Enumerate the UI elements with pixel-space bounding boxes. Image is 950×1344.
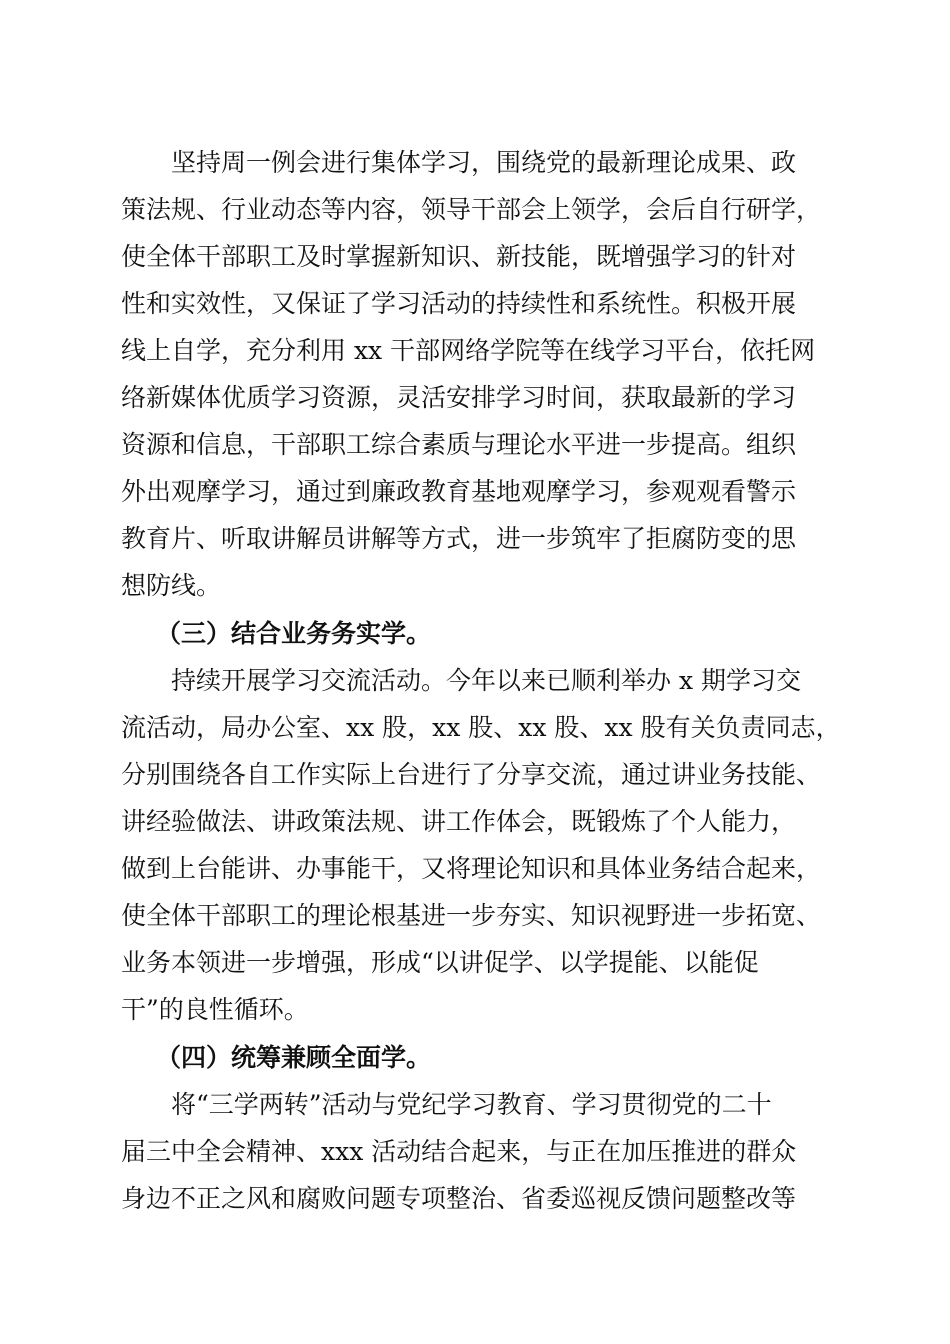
paragraph-line	[0, 1175, 950, 1223]
paragraph-line	[0, 562, 950, 610]
section-heading	[0, 610, 950, 658]
paragraph-line	[0, 657, 950, 705]
paragraph-line	[0, 845, 950, 893]
text: 想防线。	[121, 571, 222, 600]
paragraph-line	[0, 515, 950, 563]
text: 坚持周一例会进行集体学习，围绕党的最新理论成果、政	[171, 148, 797, 177]
section-heading	[0, 1034, 950, 1082]
text: 教育片、听取讲解员讲解等方式，进一步筑牢了拒腐防变的思	[121, 524, 797, 553]
paragraph-line	[0, 986, 950, 1034]
paragraph-line	[0, 939, 950, 987]
text: 资源和信息，干部职工综合素质与理论水平进一步提高。组织	[121, 430, 797, 459]
text: 做到上台能讲、办事能干，又将理论知识和具体业务结合起来，	[121, 854, 822, 883]
text: 使全体干部职工及时掌握新知识、新技能，既增强学习的针对	[121, 242, 797, 271]
paragraph-line	[0, 280, 950, 328]
paragraph-line	[0, 1081, 950, 1129]
paragraph-line	[0, 233, 950, 281]
paragraph-line	[0, 374, 950, 422]
paragraph-line	[0, 751, 950, 799]
text: 性和实效性，又保证了学习活动的持续性和系统性。积极开展	[121, 289, 797, 318]
paragraph-line	[0, 1128, 950, 1176]
paragraph-line	[0, 468, 950, 516]
paragraph-line	[0, 327, 950, 375]
text: 外出观摩学习，通过到廉政教育基地观摩学习，参观观看警示	[121, 477, 797, 506]
heading-text: （四）统筹兼顾全面学。	[156, 1043, 432, 1072]
text: 线上自学，充分利用 xx 干部网络学院等在线学习平台，依托网	[121, 336, 816, 365]
text: 策法规、行业动态等内容，领导干部会上领学，会后自行研学，	[121, 195, 822, 224]
text: 流活动，局办公室、xx 股，xx 股、xx 股、xx 股有关负责同志，	[121, 713, 841, 742]
paragraph-line	[0, 421, 950, 469]
heading-text: （三）结合业务务实学。	[156, 619, 432, 648]
paragraph-line	[0, 892, 950, 940]
paragraph-line	[0, 798, 950, 846]
text: 讲经验做法、讲政策法规、讲工作体会，既锻炼了个人能力，	[121, 807, 797, 836]
text: 使全体干部职工的理论根基进一步夯实、知识视野进一步拓宽、	[121, 901, 822, 930]
text: 持续开展学习交流活动。今年以来已顺利举办 x 期学习交	[171, 666, 801, 695]
paragraph-line	[0, 704, 950, 752]
text: 业务本领进一步增强，形成“以讲促学、以学提能、以能促	[121, 948, 759, 977]
text: 届三中全会精神、xxx 活动结合起来，与正在加压推进的群众	[121, 1137, 797, 1166]
text: 将“三学两转”活动与党纪学习教育、学习贯彻党的二十	[171, 1090, 772, 1119]
paragraph-line	[0, 139, 950, 187]
text: 分别围绕各自工作实际上台进行了分享交流，通过讲业务技能、	[121, 760, 822, 789]
text: 干”的良性循环。	[121, 995, 309, 1024]
paragraph-line	[0, 186, 950, 234]
text: 身边不正之风和腐败问题专项整治、省委巡视反馈问题整改等	[121, 1184, 797, 1213]
text: 络新媒体优质学习资源，灵活安排学习时间，获取最新的学习	[121, 383, 797, 412]
